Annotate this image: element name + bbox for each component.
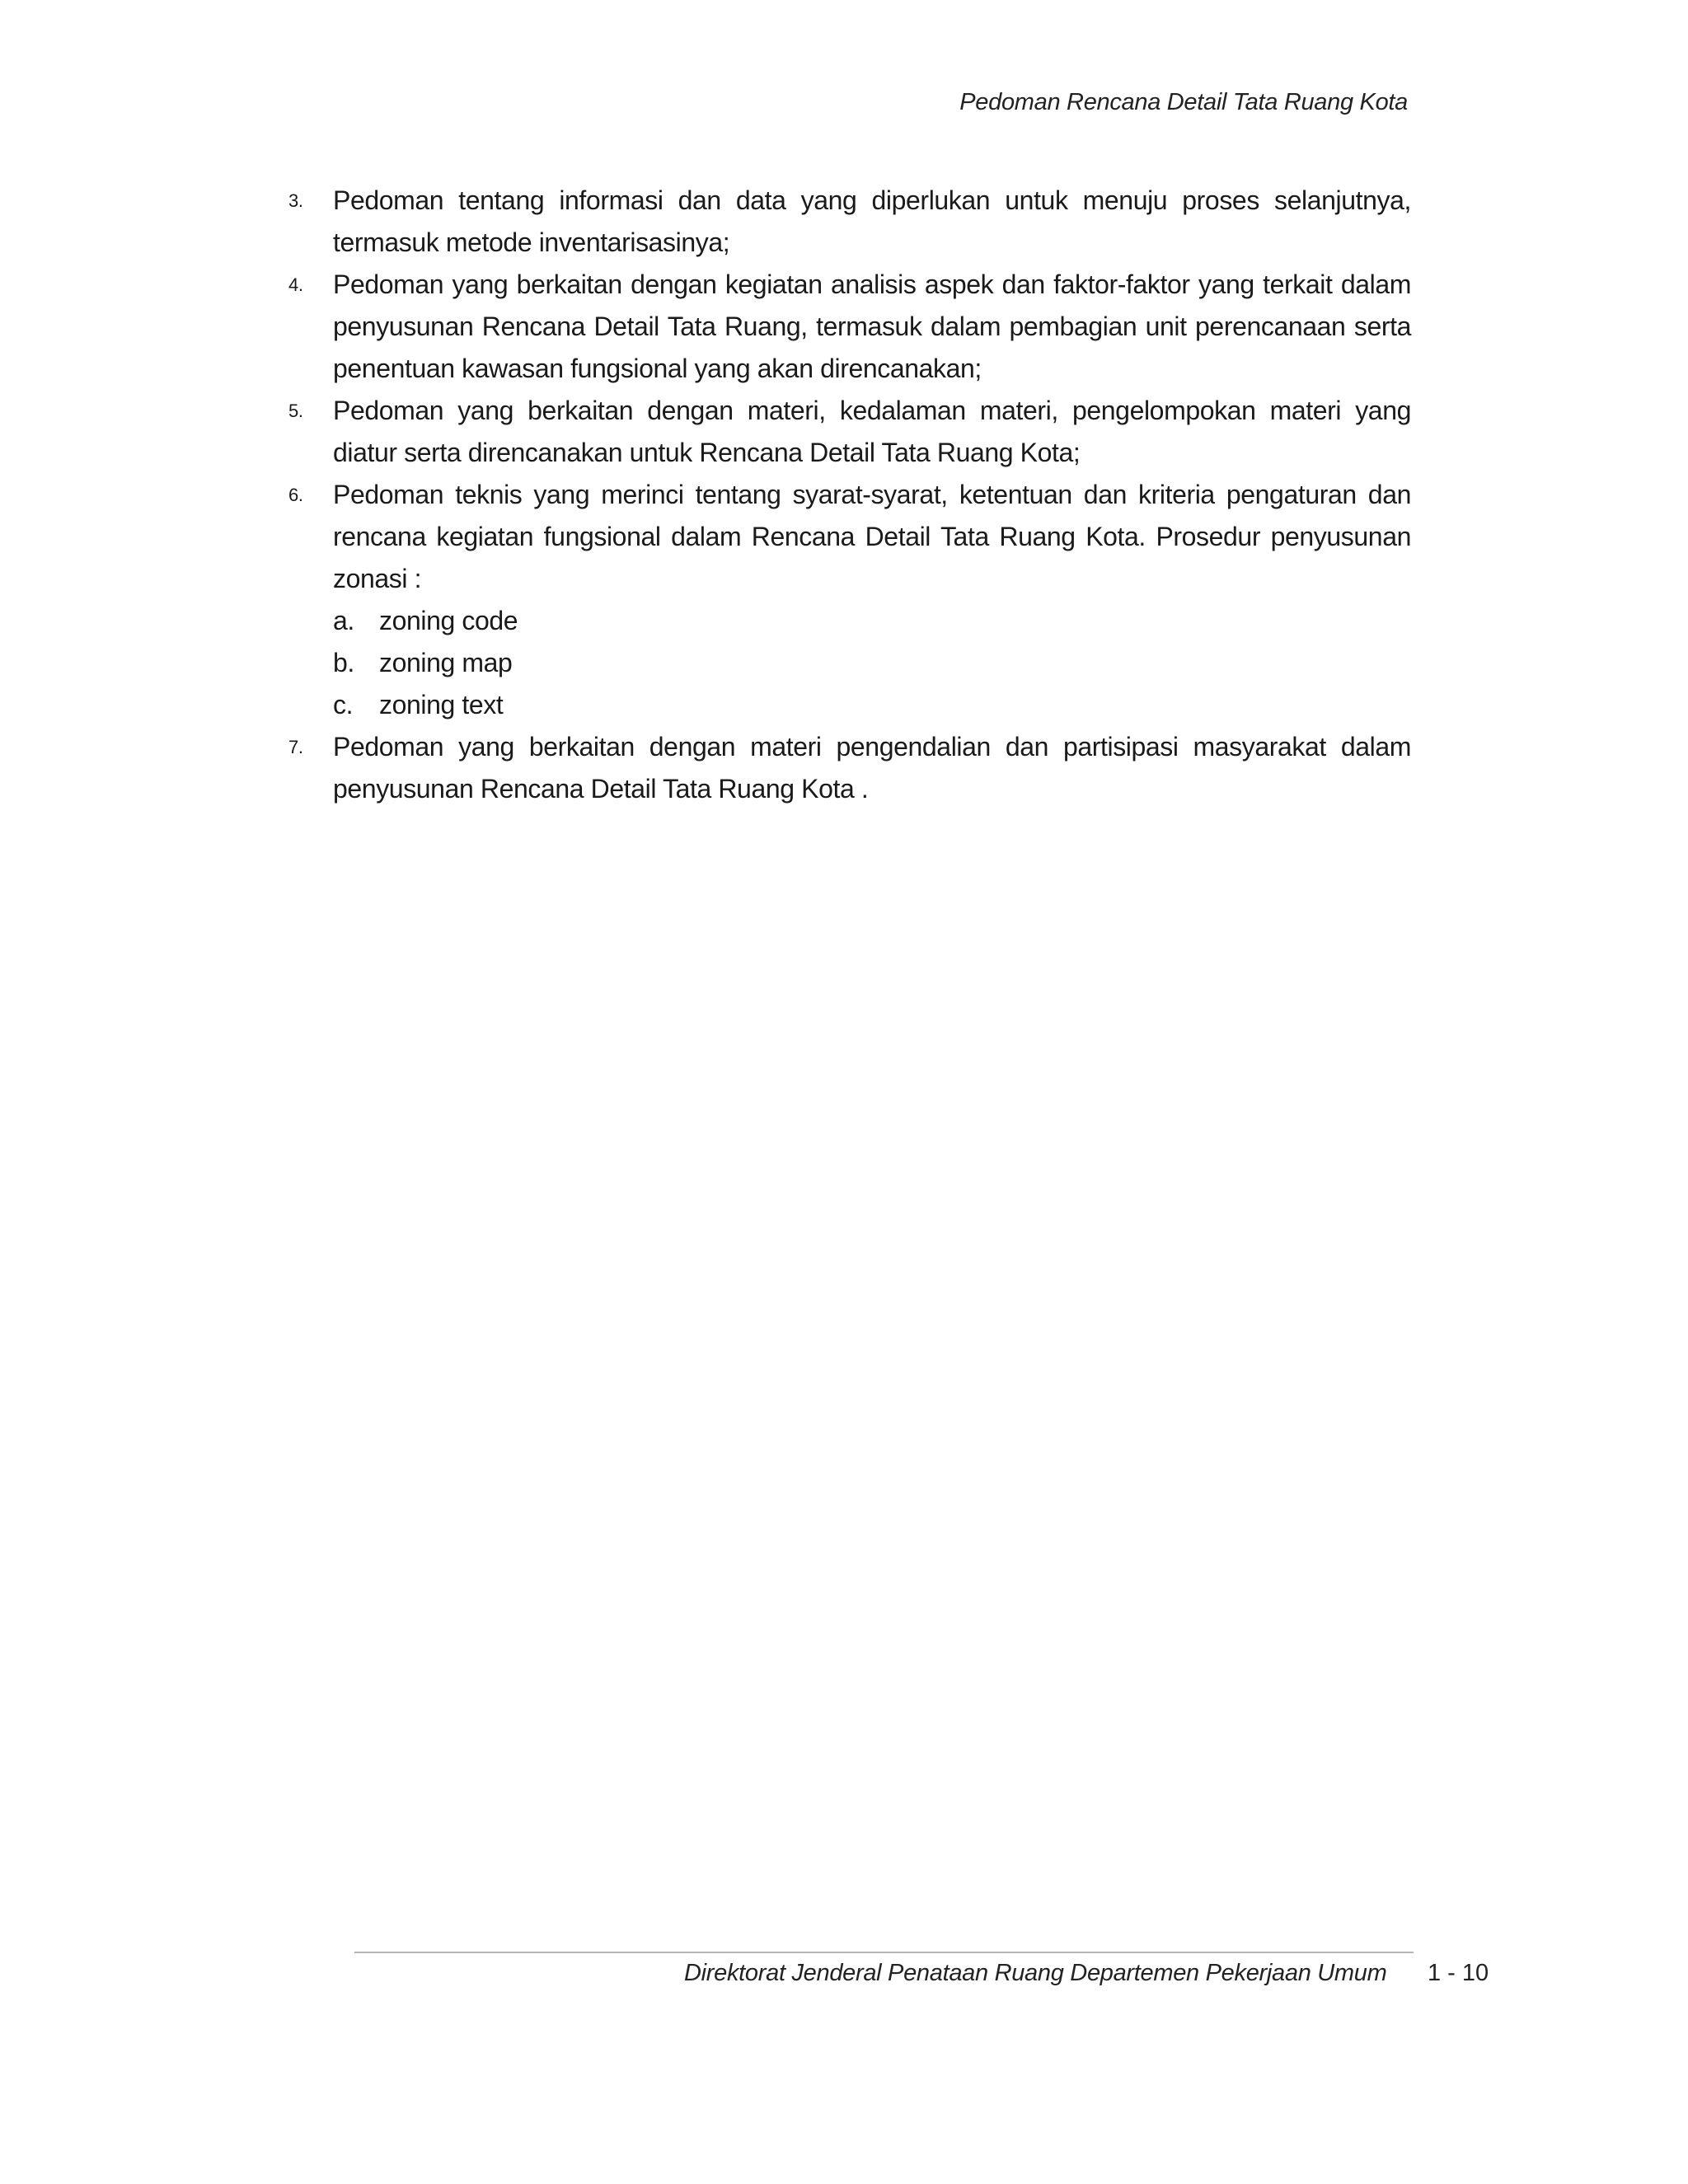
list-item-7: [288, 726, 1411, 810]
list-item-number: 7.: [288, 737, 303, 757]
running-header: Pedoman Rencana Detail Tata Ruang Kota: [959, 89, 1408, 115]
sub-list-item-text: zoning text: [379, 690, 504, 719]
list-item-number: 5.: [288, 401, 303, 421]
footer-text: Direktorat Jenderal Penataan Ruang Departemen Pekerjaan Umum: [684, 1960, 1387, 1986]
list-item-6: [288, 474, 1411, 726]
list-item-text: Pedoman tentang informasi dan data yang diperlukan untuk menuju proses selanjutnya, termasuk metode inventarisasinya;: [333, 185, 1411, 257]
list-item-4: [288, 264, 1411, 390]
sub-list-item-letter: c.: [333, 690, 354, 719]
list-item-text: Pedoman yang berkaitan dengan materi, kedalaman materi, pengelompokan materi yang diatur serta direncanakan untuk Rencana Detail Tata Ruang Kota;: [333, 396, 1411, 467]
sub-list-item-b: [333, 642, 1411, 684]
sub-list-item-letter: b.: [333, 648, 354, 677]
page-number: 1 - 10: [1428, 1960, 1489, 1986]
sub-list-item-c: [333, 684, 1411, 726]
sub-list-item-text: zoning map: [379, 648, 513, 677]
numbered-list: [288, 180, 1411, 810]
list-item-number: 4.: [288, 274, 303, 295]
footer-divider: [354, 1952, 1414, 1953]
sub-list-item-letter: a.: [333, 606, 354, 635]
list-item-number: 3.: [288, 190, 303, 211]
list-item-number: 6.: [288, 485, 303, 505]
sub-list-item-a: [333, 600, 1411, 642]
list-item-text: Pedoman yang berkaitan dengan materi pengendalian dan partisipasi masyarakat dalam penyusunan Rencana Detail Tata Ruang Kota .: [333, 732, 1411, 804]
list-item-text: Pedoman teknis yang merinci tentang syarat-syarat, ketentuan dan kriteria pengaturan dan rencana kegiatan fungsional dalam Rencana Detail Tata Ruang Kota. Prosedur penyusunan zonasi :: [333, 480, 1411, 593]
list-item-5: [288, 390, 1411, 474]
list-item-3: [288, 180, 1411, 264]
sub-list-item-text: zoning code: [379, 606, 518, 635]
sub-list: [333, 600, 1411, 726]
list-item-text: Pedoman yang berkaitan dengan kegiatan analisis aspek dan faktor-faktor yang terkait dalam penyusunan Rencana Detail Tata Ruang, termasuk dalam pembagian unit perencanaan serta penentuan kawasan fungsional yang akan direncanakan;: [333, 269, 1411, 383]
